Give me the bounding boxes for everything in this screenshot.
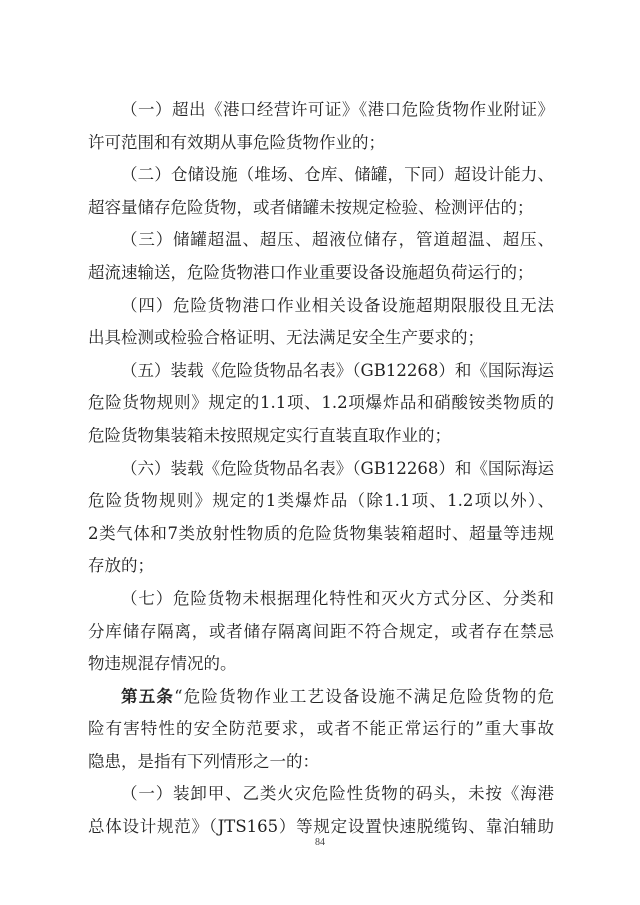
text-line: 隐患，是指有下列情形之一的： [88,751,319,771]
text-line: 存放的； [88,556,154,576]
text-line: 危险货物规则》规定的1.1项、1.2项爆炸品和硝酸铵类物质的 [88,393,554,413]
text-line: （七）危险货物未根据理化特性和灭火方式分区、分类和 [121,588,554,608]
article-number: 第五条 [121,686,175,706]
text-line: （四）危险货物港口作业相关设备设施超期限服役且无法 [121,295,554,315]
text-line: （五）装载《危险货物品名表》（GB12268）和《国际海运 [121,360,554,380]
text-line: （一）装卸甲、乙类火灾危险性货物的码头，未按《海港 [121,784,554,804]
page-number: 84 [315,837,325,848]
text-line: 险有害特性的安全防范要求，或者不能正常运行的”重大事故 [88,719,554,739]
text-line: 出具检测或检验合格证明、无法满足安全生产要求的； [88,328,484,348]
text-line: 分库储存隔离，或者储存隔离间距不符合规定，或者存在禁忌 [88,621,554,641]
text-line: 危险货物集装箱未按照规定实行直装直取作业的； [88,425,451,445]
text-line: （二）仓储设施（堆场、仓库、储罐，下同）超设计能力、 [121,165,554,185]
text-line: 许可范围和有效期从事危险货物作业的； [88,132,385,152]
text-line: 总体设计规范》（JTS165）等规定设置快速脱缆钩、靠泊辅助 [88,817,554,837]
text-line: 超容量储存危险货物，或者储罐未按规定检验、检测评估的； [88,197,534,217]
text-line: 物违规混存情况的。 [88,654,237,674]
text-line: （一）超出《港口经营许可证》《港口危险货物作业附证》 [121,100,554,119]
text-line: （六）装载《危险货物品名表》（GB12268）和《国际海运 [121,458,554,478]
text-line: 危险货物规则》规定的1类爆炸品（除1.1项、1.2项以外）、 [88,491,554,511]
text-line: （三）储罐超温、超压、超液位储存，管道超温、超压、 [121,230,554,250]
text-line: 2类气体和7类放射性物质的危险货物集装箱超时、超量等违规 [88,523,554,543]
text-line: 超流速输送，危险货物港口作业重要设备设施超负荷运行的； [88,262,534,282]
article-heading-line: 第五条“危险货物作业工艺设备设施不满足危险货物的危 [121,686,555,706]
document-body [88,94,554,844]
